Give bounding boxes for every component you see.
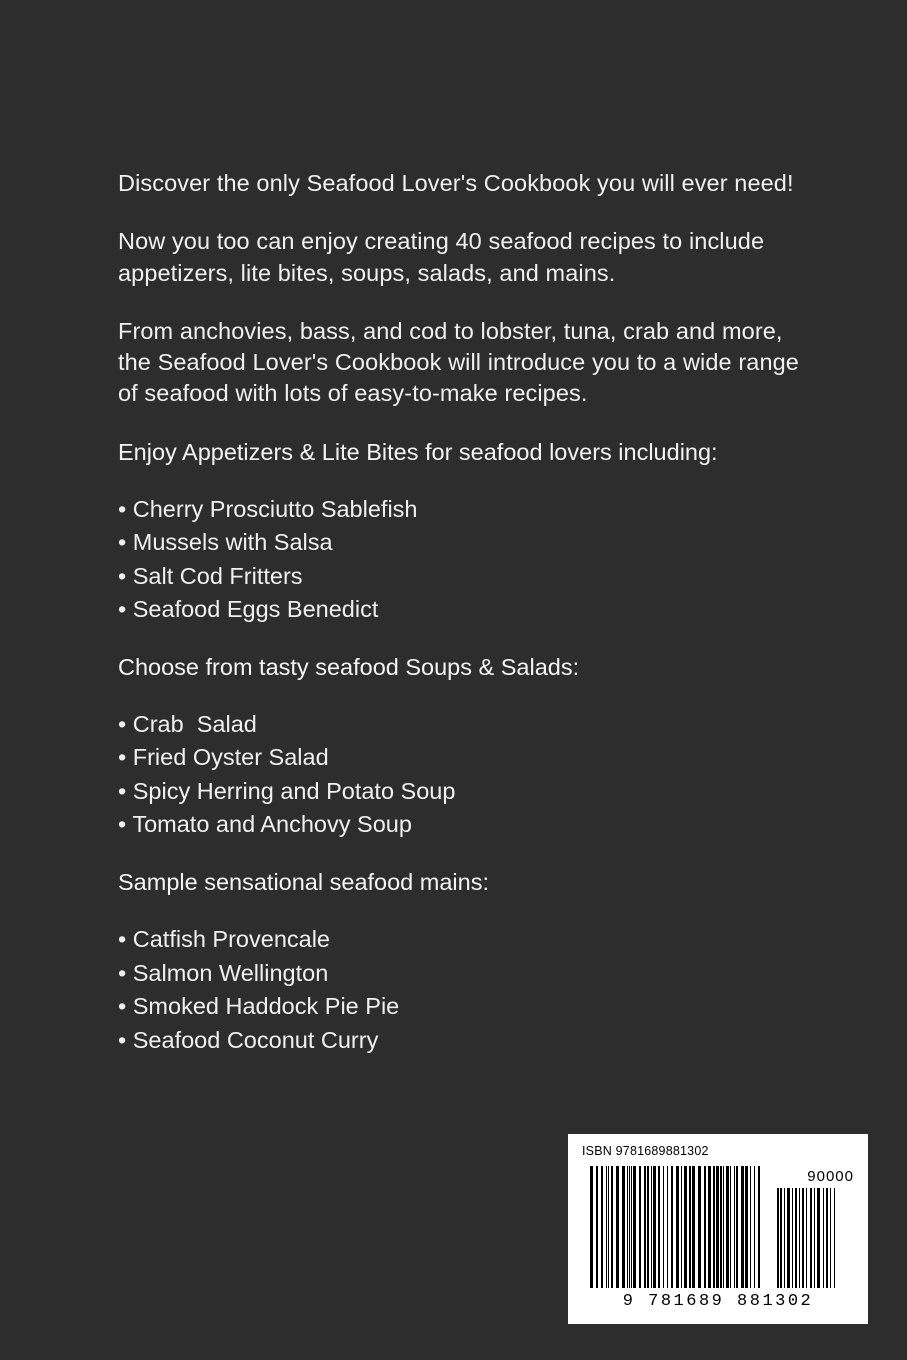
section-heading-mains: Sample sensational seafood mains:: [118, 868, 489, 895]
section-list-mains: [118, 924, 818, 1056]
section-list-soups-salads: [118, 709, 818, 841]
intro-paragraph-2: Now you too can enjoy creating 40 seafood recipes to include appetizers, lite bites, soups, salads, and mains.: [118, 228, 765, 286]
barcode-bars-main: [590, 1166, 770, 1288]
list-item: • Crab Salad: [118, 710, 257, 737]
list-item: • Cherry Prosciutto Sablefish: [118, 495, 418, 522]
intro-paragraph-3: From anchovies, bass, and cod to lobster, tuna, crab and more, the Seafood Lover's Cookbook will introduce you to a wide range of seafood with lots of easy-to-make recipes.: [118, 317, 799, 407]
price-code-label: 90000: [807, 1168, 854, 1185]
list-item: • Salmon Wellington: [118, 959, 329, 986]
list-item: • Fried Oyster Salad: [118, 744, 329, 771]
barcode-human-readable: 9 781689 881302: [622, 1292, 814, 1311]
list-item: • Mussels with Salsa: [118, 529, 333, 556]
list-item: • Seafood Coconut Curry: [118, 1026, 379, 1053]
list-item: • Tomato and Anchovy Soup: [118, 811, 412, 838]
intro-paragraph-1: Discover the only Seafood Lover's Cookbook you will ever need!: [118, 170, 794, 196]
list-item: • Salt Cod Fritters: [118, 562, 303, 589]
isbn-label: ISBN 9781689881302: [582, 1144, 709, 1158]
barcode-bars-addon: [777, 1188, 845, 1288]
list-item: • Spicy Herring and Potato Soup: [118, 777, 456, 804]
section-heading-soups-salads: Choose from tasty seafood Soups & Salads:: [118, 653, 580, 680]
list-item: • Catfish Provencale: [118, 926, 330, 953]
list-item: • Smoked Haddock Pie Pie: [118, 993, 400, 1020]
section-list-appetizers: [118, 494, 818, 626]
list-item: • Seafood Eggs Benedict: [118, 596, 379, 623]
barcode-block: [568, 1134, 868, 1324]
section-heading-appetizers: Enjoy Appetizers & Lite Bites for seafood lovers including:: [118, 438, 718, 465]
back-cover-text-block: [118, 168, 818, 1082]
